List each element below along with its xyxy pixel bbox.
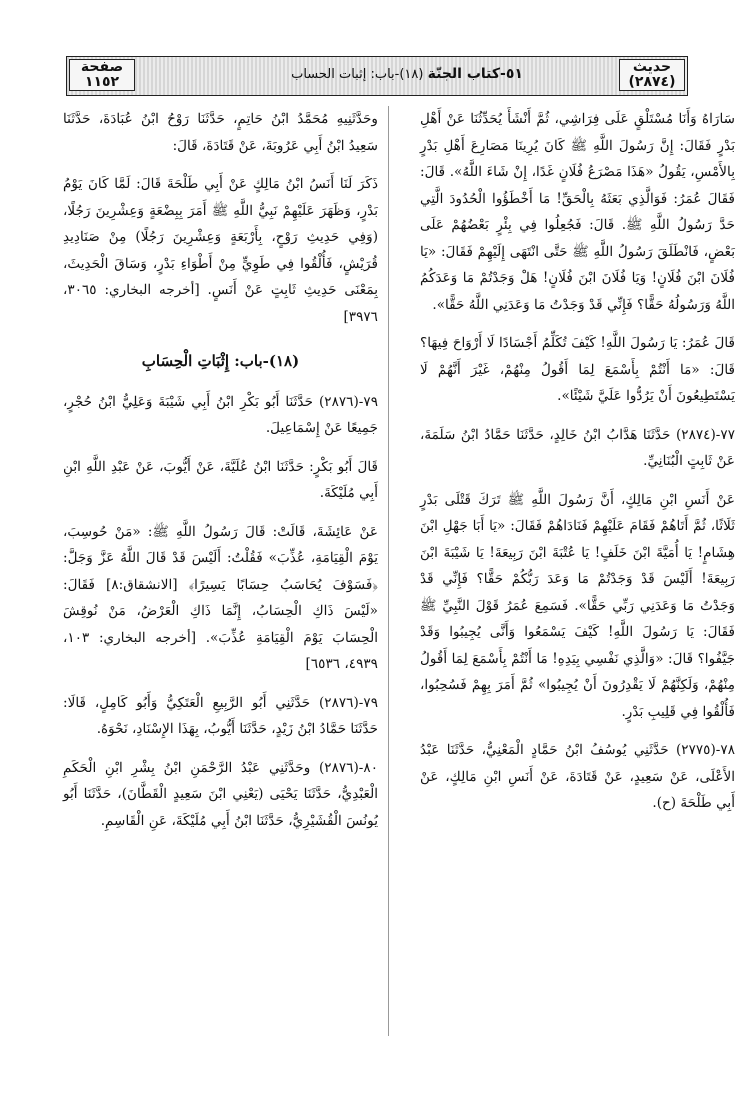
book-title: ٥١-كتاب الجنّة: [427, 66, 523, 82]
right-column: [420, 106, 735, 829]
hadith-chain: ٧٧-(٢٨٧٤) حَدَّثَنَا هَدَّابُ ابْنُ خَالِدٍ، حَدَّثَنَا حَمَّادُ ابْنُ سَلَمَةَ، عَنْ ثَابِتٍ الْبُنَانِيِّ.: [420, 426, 735, 469]
hadith-number-box: [619, 59, 685, 91]
hadith-chain: ٧٨-(٢٧٧٥) حَدَّثَنِي يُوسُفُ ابْنُ حَمَّادٍ الْمَعْنِيُّ، حَدَّثَنَا عَبْدُ الأَعْلَى، عَنْ سَعِيدٍ، عَنْ قَتَادَةَ، عَنْ أَنَسِ ابْنِ مَالِكٍ، عَنْ أَبِي طَلْحَةَ (ح).: [420, 742, 735, 811]
hadith-number: (٢٨٧٤): [628, 74, 676, 90]
paragraph: قَالَ عُمَرُ: يَا رَسُولَ اللَّهِ! كَيْفَ تُكَلِّمُ أَجْسَادًا لَا أَرْوَاحَ فِيهَا؟ قَالَ: «مَا أَنْتُمْ بِأَسْمَعَ لِمَا أَقُولُ مِنْهُمْ، غَيْرَ أَنَّهُمْ لَا يَسْتَطِيعُونَ أَنْ يَرُدُّوا عَلَيَّ شَيْئًا».: [420, 335, 735, 404]
hadith-chain: وحَدَّثَنِيهِ مُحَمَّدُ ابْنُ حَاتِمٍ، حَدَّثَنَا رَوْحُ ابْنُ عُبَادَةَ، حَدَّثَنَا سَعِيدُ ابْنُ أَبِي عَرُوبَةَ، عَنْ قَتَادَةَ، قَالَ:: [63, 111, 378, 154]
paragraph: ذَكَرَ لَنَا أَنَسُ ابْنُ مَالِكٍ عَنْ أَبِي طَلْحَةَ قَالَ: لَمَّا كَانَ يَوْمُ بَدْرٍ، وَظَهَرَ عَلَيْهِمْ نَبِيُّ اللَّهِ ﷺ أَمَرَ بِبِضْعَةٍ وَعِشْرِينَ رَجُلًا، (وَفِي حَدِيثِ رَوْحٍ، بِأَرْبَعَةٍ وَعِشْرِينَ رَجُلًا) مِنْ صَنَادِيدِ قُرَيْشٍ، فَأُلْقُوا فِي طَوِيٍّ مِنْ أَطْوَاءِ بَدْرٍ، وَسَاقَ الْحَدِيثَ، بِمَعْنَى حَدِيثِ ثَابِتٍ عَنْ أَنَسٍ. [أخرجه البخاري: ٣٠٦٥، ٣٩٧٦]: [63, 176, 378, 325]
page-number-box: [69, 59, 135, 91]
section-heading: (١٨)-باب: إِثْبَاتِ الْحِسَابِ: [141, 352, 300, 370]
page-header: [66, 56, 688, 96]
paragraph: عَنْ عَائِشَةَ، قَالَتْ: قَالَ رَسُولُ اللَّهِ ﷺ: «مَنْ حُوسِبَ، يَوْمَ الْقِيَامَةِ، عُذِّبَ» فَقُلْتُ: أَلَيْسَ قَدْ قَالَ اللَّهُ عَزَّ وَجَلَّ: ﴿فَسَوْفَ يُحَاسَبُ حِسَابًا يَسِيرًا﴾ [الانشقاق:٨] فَقَالَ: «لَيْسَ ذَاكِ الْحِسَابُ، إِنَّمَا ذَاكِ الْعَرْضُ، مَنْ نُوقِشَ الْحِسَابَ يَوْمَ الْقِيَامَةِ عُذِّبَ». [أخرجه البخاري: ١٠٣، ٤٩٣٩، ٦٥٣٦]: [63, 523, 378, 672]
column-divider: [388, 106, 389, 1036]
chapter-title: (١٨)-باب: إثبات الحساب: [291, 67, 424, 82]
hadith-label: حديث: [632, 59, 672, 75]
running-title: [277, 66, 537, 82]
left-column: [63, 106, 378, 846]
hadith-chain: ٧٩-(٢٨٧٦) حَدَّثَنِي أَبُو الرَّبِيعِ الْعَتَكِيُّ وَأَبُو كَامِلٍ، قَالَا: حَدَّثَنَا حَمَّادُ ابْنُ زَيْدٍ، حَدَّثَنَا أَيُّوبُ، بِهَذَا الإِسْنَادِ، نَحْوَهُ.: [63, 694, 378, 737]
hadith-chain: ٧٩-(٢٨٧٦) حَدَّثَنَا أَبُو بَكْرِ ابْنُ أَبِي شَيْبَةَ وَعَلِيُّ ابْنُ حُجْرٍ، جَمِيعًا عَنْ إِسْمَاعِيلَ.: [63, 393, 378, 436]
page-label: صفحة: [80, 59, 124, 75]
hadith-chain: ٨٠-(٢٨٧٦) وحَدَّثَنِي عَبْدُ الرَّحْمَنِ ابْنُ بِشْرِ ابْنِ الْحَكَمِ الْعَبْدِيُّ، حَدَّثَنَا يَحْيَى (يَعْنِي ابْنَ سَعِيدٍ الْقَطَّانَ)، حَدَّثَنَا أَبُو يُونُسَ الْقُشَيْرِيُّ، حَدَّثَنَا ابْنُ أَبِي مُلَيْكَةَ، عَنِ الْقَاسِمِ.: [63, 759, 378, 829]
paragraph: عَنْ أَنَسِ ابْنِ مَالِكٍ، أَنَّ رَسُولَ اللَّهِ ﷺ تَرَكَ قَتْلَى بَدْرٍ ثَلَاثًا، ثُمَّ أَتَاهُمْ فَقَامَ عَلَيْهِمْ فَنَادَاهُمْ فَقَالَ: «يَا أَبَا جَهْلِ ابْنَ هِشَامٍ! يَا أُمَيَّةَ ابْنَ خَلَفٍ! يَا عُتْبَةَ ابْنَ رَبِيعَةَ! يَا شَيْبَةَ ابْنَ رَبِيعَةَ! أَلَيْسَ قَدْ وَجَدْتُمْ مَا وَعَدَ رَبُّكُمْ حَقًّا؟ فَإِنِّي قَدْ وَجَدْتُ مَا وَعَدَنِي رَبِّي حَقًّا». فَسَمِعَ عُمَرُ قَوْلَ النَّبِيِّ ﷺ فَقَالَ: يَا رَسُولَ اللَّهِ! كَيْفَ يَسْمَعُوا وَأَنَّى يُجِيبُوا وَقَدْ جَيَّفُوا؟ قَالَ: «وَالَّذِي نَفْسِي بِيَدِهِ! مَا أَنْتُمْ بِأَسْمَعَ لِمَا أَقُولُ مِنْهُمْ، وَلَكِنَّهُمْ لَا يَقْدِرُونَ أَنْ يُجِيبُوا» ثُمَّ أَمَرَ بِهِمْ فَسُحِبُوا، فَأُلْقُوا فِي قَلِيبِ بَدْرٍ.: [420, 491, 735, 720]
page-number: ١١٥٢: [84, 74, 120, 90]
paragraph: سَارَاهُ وَأَنَا مُسْتَلْقٍ عَلَى فِرَاشِي، ثُمَّ أَنْشَأَ يُحَدِّثُنَا عَنْ أَهْلِ بَدْرٍ فَقَالَ: إِنَّ رَسُولَ اللَّهِ ﷺ كَانَ يُرِينَا مَصَارِعَ أَهْلِ بَدْرٍ بِالأَمْسِ، يَقُولُ «هَذَا مَصْرَعُ فُلَانٍ غَدًا، إِنْ شَاءَ اللَّهُ». قَالَ: فَقَالَ عُمَرُ: فَوَالَّذِي بَعَثَهُ بِالْحَقِّ! مَا أَخْطَؤُوا الْحُدُودَ الَّتِي حَدَّ رَسُولُ اللَّهِ ﷺ. قَالَ: فَجُعِلُوا فِي بِئْرٍ بَعْضُهُمْ عَلَى بَعْضٍ، فَانْطَلَقَ رَسُولُ اللَّهِ ﷺ حَتَّى انْتَهَى إِلَيْهِمْ فَقَالَ: «يَا فُلَانَ ابْنَ فُلَانٍ! وَيَا فُلَانَ ابْنَ فُلَانٍ! هَلْ وَجَدْتُمْ مَا وَعَدَكُمُ اللَّهُ وَرَسُولُهُ حَقًّا؟ فَإِنِّي قَدْ وَجَدْتُ مَا وَعَدَنِي اللَّهُ حَقًّا».: [420, 111, 735, 313]
hadith-chain: قَالَ أَبُو بَكْرٍ: حَدَّثَنَا ابْنُ عُلَيَّةَ، عَنْ أَيُّوبَ، عَنْ عَبْدِ اللَّهِ ابْنِ أَبِي مُلَيْكَةَ.: [63, 458, 378, 501]
